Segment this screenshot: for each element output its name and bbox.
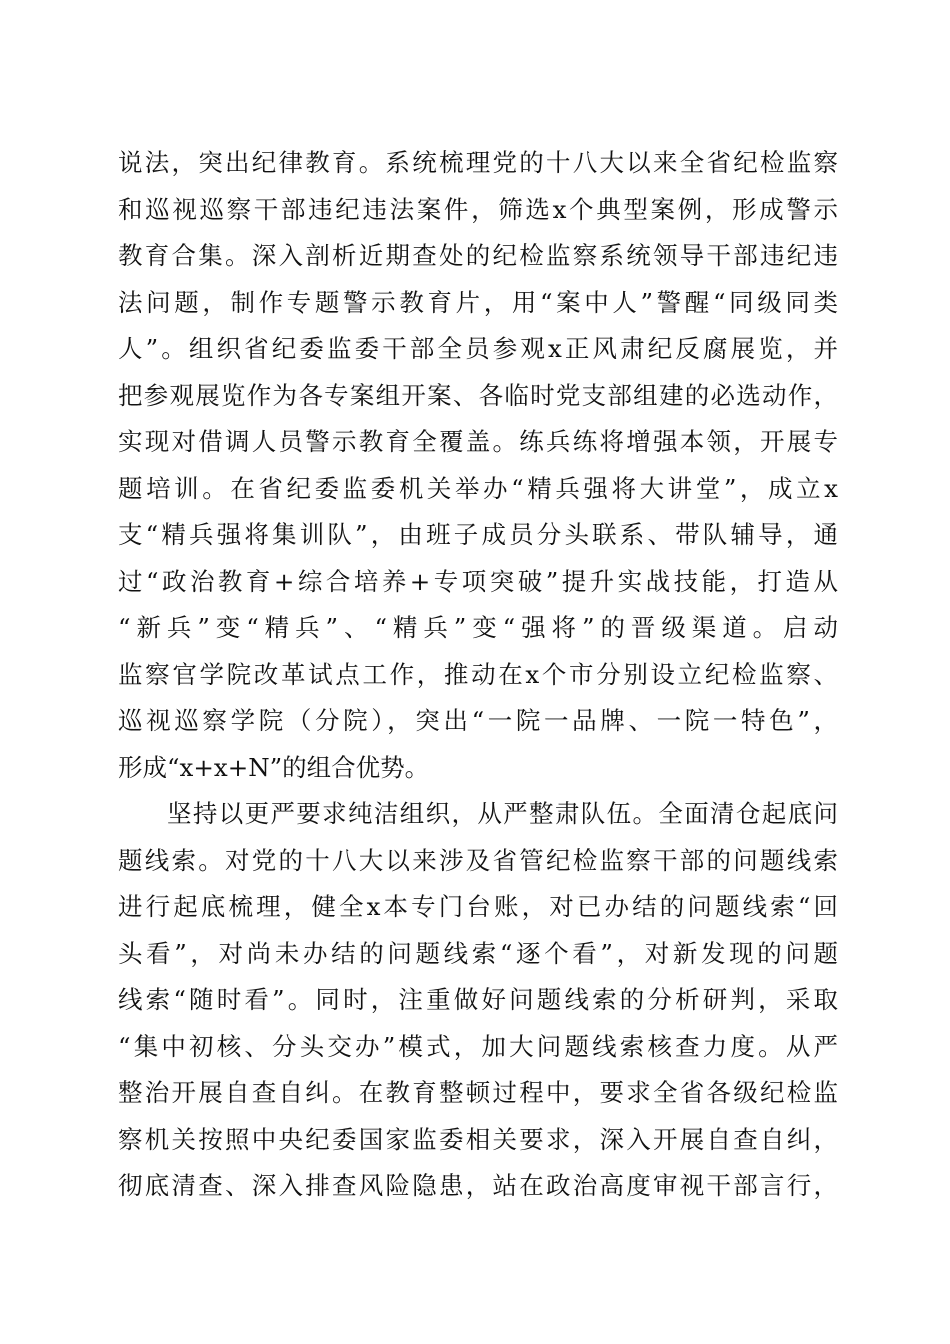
text-line: 法问题，制作专题警示教育片，用“案中人”警醒“同级同类 <box>118 287 838 317</box>
text-line: 整治开展自查自纠。在教育整顿过程中，要求全省各级纪检监 <box>118 1078 838 1107</box>
text-line: 把参观展览作为各专案组开案、各临时党支部组建的必选动作， <box>118 380 838 410</box>
text-line: 线索“随时看”。同时，注重做好问题线索的分析研判，采取 <box>118 985 838 1014</box>
text-line: 题培训。在省纪委监委机关举办“精兵强将大讲堂”，成立x <box>118 473 838 503</box>
paragraph-2 <box>118 791 838 1210</box>
text-line: 实现对借调人员警示教育全覆盖。练兵练将增强本领，开展专 <box>118 427 838 456</box>
text-line: “新兵”变“精兵”、“精兵”变“强将”的晋级渠道。启动 <box>118 613 838 642</box>
document-body <box>118 140 838 1210</box>
text-line: 头看”，对尚未办结的问题线索“逐个看”，对新发现的问题 <box>118 938 838 968</box>
text-line: 说法，突出纪律教育。系统梳理党的十八大以来全省纪检监察 <box>118 148 838 177</box>
text-line: 题线索。对党的十八大以来涉及省管纪检监察干部的问题线索 <box>118 845 838 875</box>
text-line: 监察官学院改革试点工作，推动在x个市分别设立纪检监察、 <box>118 659 838 689</box>
text-line: 察机关按照中央纪委国家监委相关要求，深入开展自查自纠， <box>118 1124 838 1154</box>
text-line: 支“精兵强将集训队”，由班子成员分头联系、带队辅导，通 <box>118 520 838 549</box>
text-line: 过“政治教育+综合培养+专项突破”提升实战技能，打造从 <box>118 566 838 596</box>
text-line: “集中初核、分头交办”模式，加大问题线索核查力度。从严 <box>118 1031 838 1061</box>
text-line: 教育合集。深入剖析近期查处的纪检监察系统领导干部违纪违 <box>118 241 838 270</box>
text-line: 人”。组织省纪委监委干部全员参观x正风肃纪反腐展览，并 <box>118 334 838 363</box>
paragraph-1 <box>118 140 838 791</box>
text-line: 和巡视巡察干部违纪违法案件，筛选x个典型案例，形成警示 <box>118 194 838 224</box>
text-line: 形成“x+x+N”的组合优势。 <box>118 752 430 782</box>
text-line: 坚持以更严要求纯洁组织，从严整肃队伍。全面清仓起底问 <box>167 799 838 828</box>
text-line: 彻底清查、深入排查风险隐患，站在政治高度审视干部言行， <box>118 1171 838 1200</box>
text-line: 进行起底梳理，健全x本专门台账，对已办结的问题线索“回 <box>118 892 838 921</box>
text-line: 巡视巡察学院（分院），突出“一院一品牌、一院一特色”， <box>118 706 838 735</box>
